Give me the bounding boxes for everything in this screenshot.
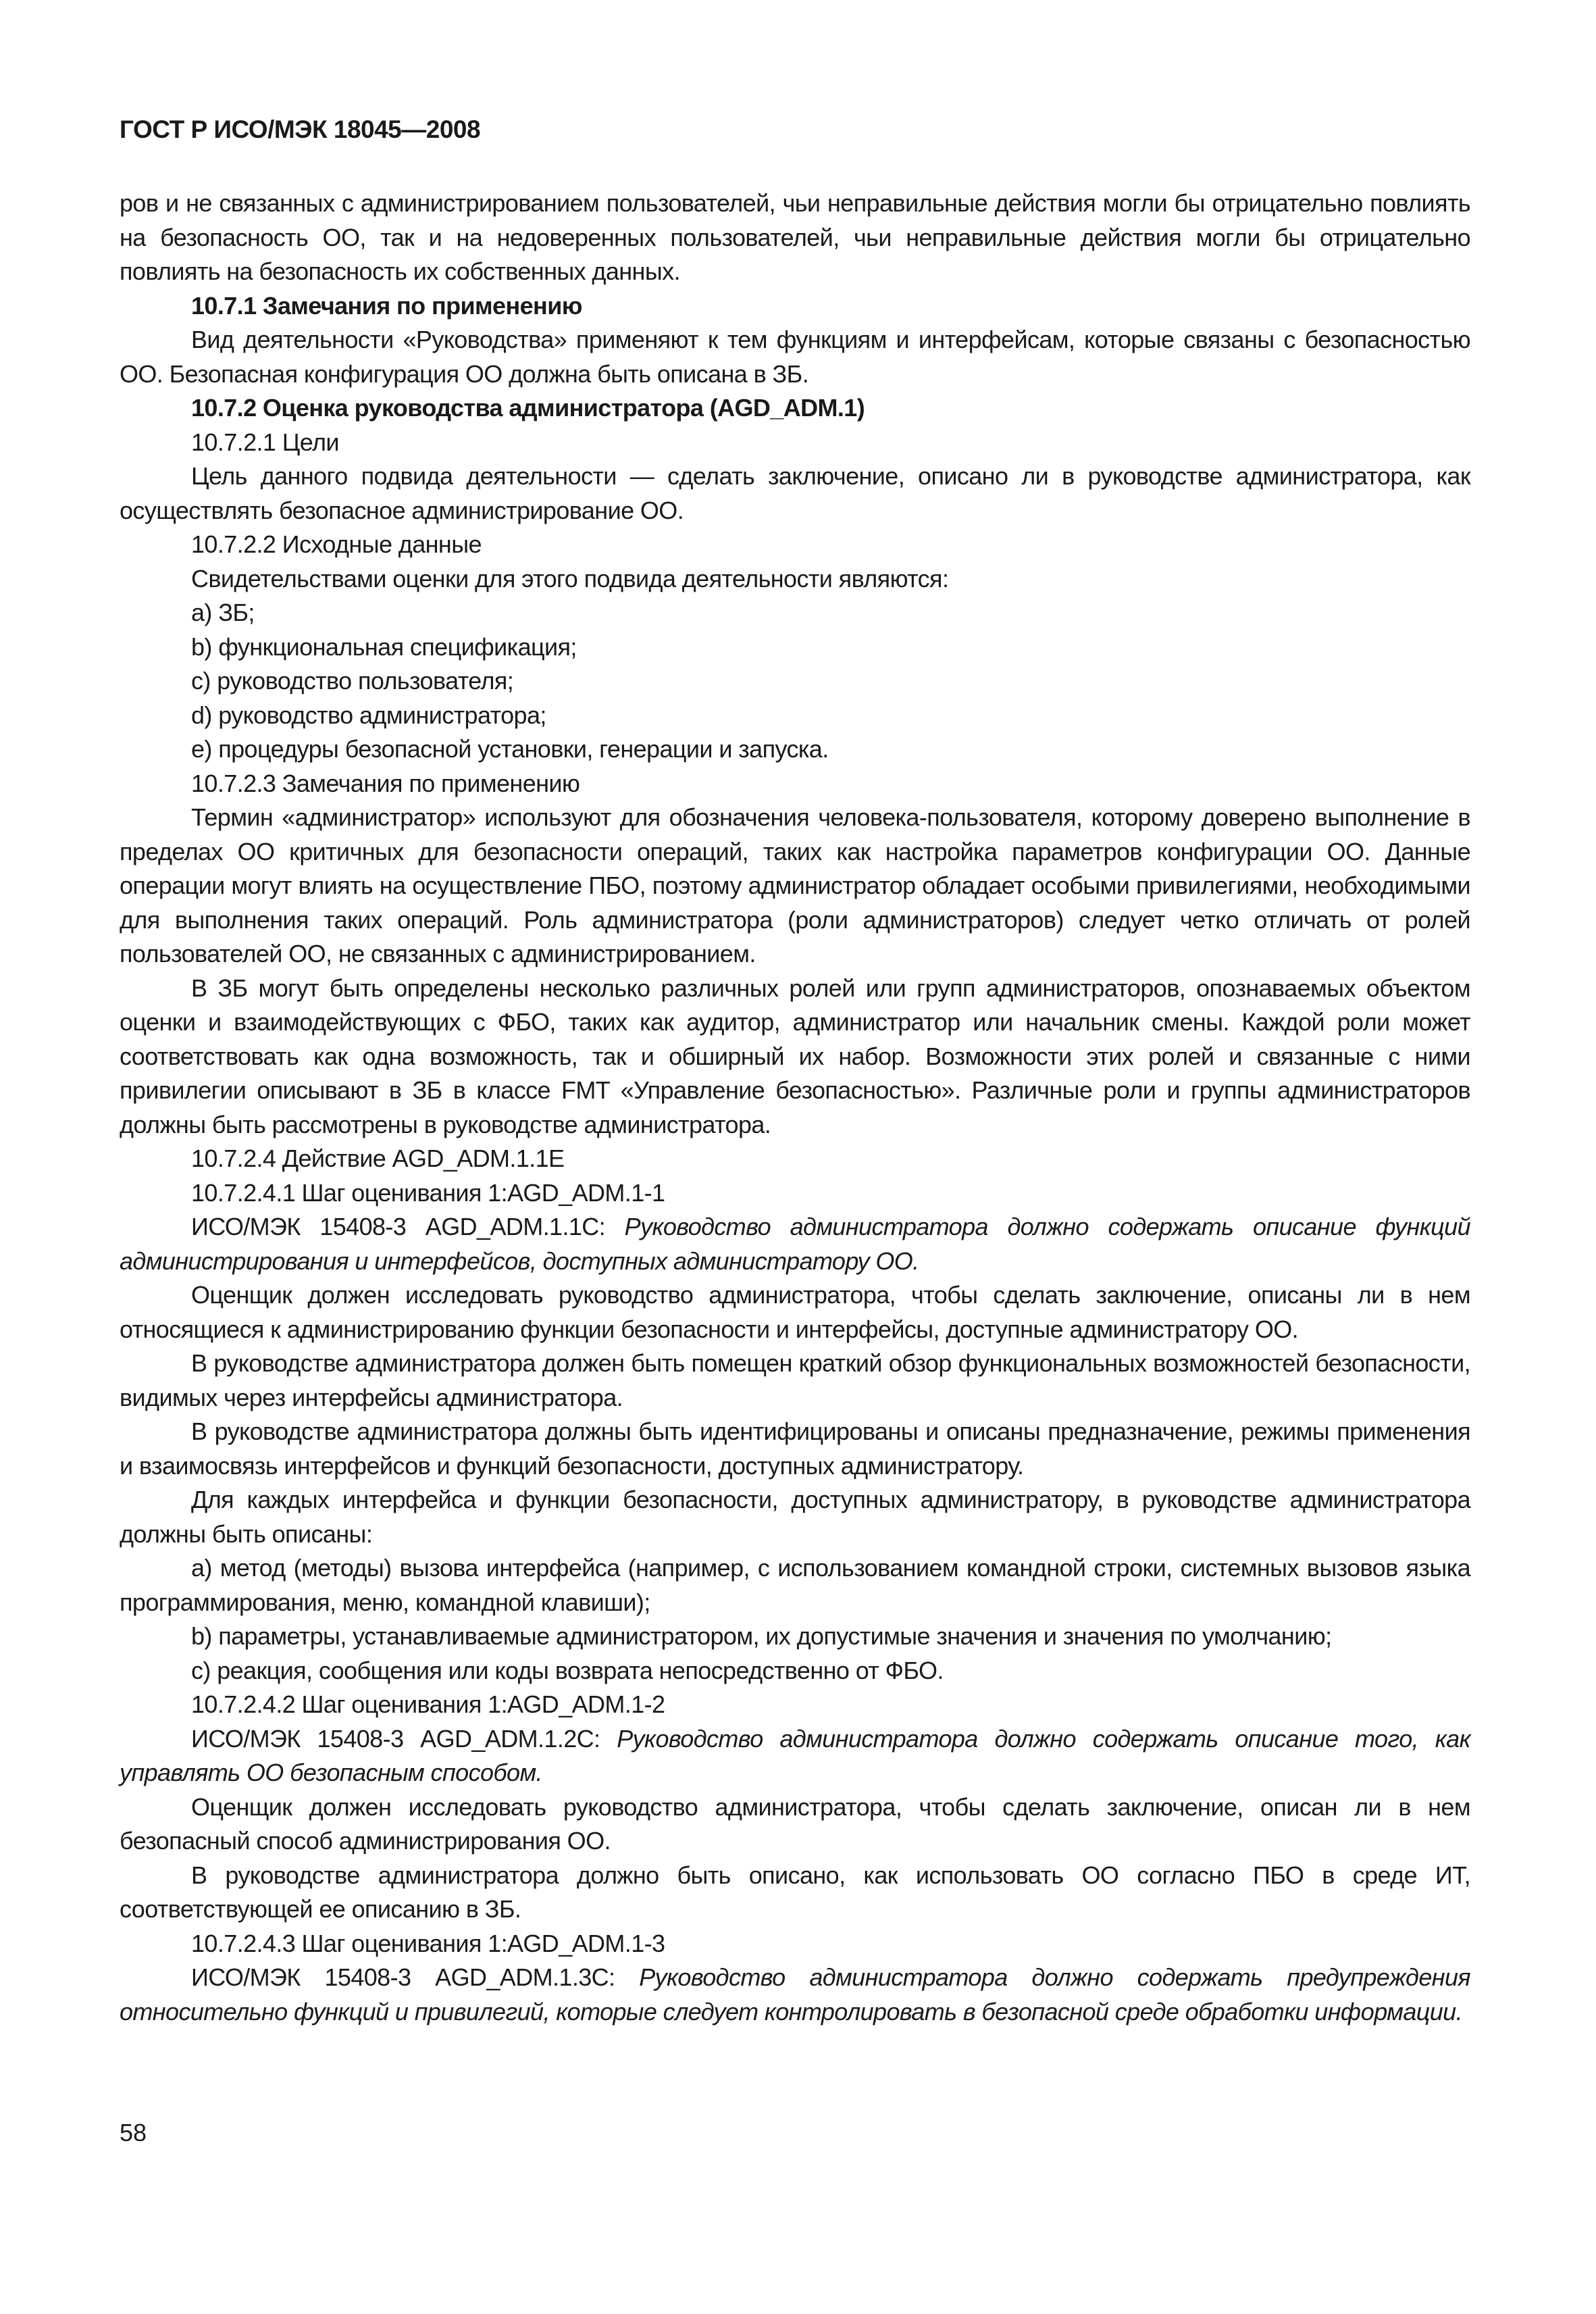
page-number: 58	[120, 2119, 147, 2146]
list-item: c) реакция, сообщения или коды возврата непосредственно от ФБО.	[191, 1656, 944, 1684]
requirement-text: Руководство администратора должно содержать описание того, как управлять ОО безопасным способом.	[120, 1724, 1471, 1786]
document-page	[120, 114, 1470, 2029]
requirement-text: Руководство администратора должно содержать описание функций администрирования и интерфейсов, доступных администратору ОО.	[120, 1213, 1470, 1275]
paragraph: В ЗБ могут быть определены несколько различных ролей или групп администраторов, опознаваемых объектом оценки и взаимодействующих с ФБО, таких как аудитор, администратор или начальник смены. Каждой роли может соответствовать как одна возможность, так и обширный их набор. Возможности этих ролей и связанные с ними привилегии описывают в ЗБ в классе FMT «Управление безопасностью». Различные роли и группы администраторов должны быть рассмотрены в руководстве администратора.	[120, 974, 1470, 1138]
list-item: a) ЗБ;	[191, 599, 255, 626]
paragraph-continuation: ров и не связанных с администрированием пользователей, чьи неправильные действия могли бы отрицательно повлиять на безопасность ОО, так и на недоверенных пользователей, чьи неправильные действия могли бы отрицательно повлиять на безопасность их собственных данных.	[120, 189, 1470, 285]
requirement-reference: ИСО/МЭК 15408-3 AGD_ADM.1.2C:	[191, 1724, 617, 1753]
section-heading: 10.7.2 Оценка руководства администратора (AGD_ADM.1)	[191, 394, 865, 422]
subsection-heading: 10.7.2.3 Замечания по применению	[191, 769, 580, 797]
subsection-heading: 10.7.2.4.2 Шаг оценивания 1:AGD_ADM.1-2	[191, 1690, 665, 1718]
paragraph: В руководстве администратора должно быть описано, как использовать ОО согласно ПБО в среде ИТ, соответствующей ее описанию в ЗБ.	[120, 1861, 1470, 1923]
paragraph: В руководстве администратора должен быть помещен краткий обзор функциональных возможностей безопасности, видимых через интерфейсы администратора.	[120, 1349, 1470, 1411]
list-item: b) параметры, устанавливаемые администратором, их допустимые значения и значения по умолчанию;	[191, 1622, 1332, 1650]
paragraph: Свидетельствами оценки для этого подвида деятельности являются:	[191, 564, 949, 593]
document-body	[120, 186, 1470, 2029]
section-heading: 10.7.1 Замечания по применению	[191, 291, 582, 320]
paragraph: Цель данного подвида деятельности — сделать заключение, описано ли в руководстве администратора, как осуществлять безопасное администрирование ОО.	[120, 462, 1470, 524]
requirement-reference: ИСО/МЭК 15408-3 AGD_ADM.1.1C:	[191, 1213, 625, 1240]
subsection-heading: 10.7.2.2 Исходные данные	[191, 530, 482, 558]
list-item: c) руководство пользователя;	[191, 667, 514, 695]
subsection-heading: 10.7.2.4.1 Шаг оценивания 1:AGD_ADM.1-1	[191, 1178, 665, 1207]
requirement-paragraph	[120, 1210, 1470, 1278]
subsection-heading: 10.7.2.4.3 Шаг оценивания 1:AGD_ADM.1-3	[191, 1929, 665, 1957]
paragraph: Термин «администратор» используют для обозначения человека-пользователя, которому доверено выполнение в пределах ОО критичных для безопасности операций, таких как настройка параметров конфигурации ОО. Данные операции могут влиять на осуществление ПБО, поэтому администратор обладает особыми привилегиями, необходимыми для выполнения таких операций. Роль администратора (роли администраторов) следует четко отличать от ролей пользователей ОО, не связанных с администрированием.	[120, 803, 1470, 967]
paragraph: Оценщик должен исследовать руководство администратора, чтобы сделать заключение, описан ли в нем безопасный способ администрирования ОО.	[120, 1792, 1470, 1855]
subsection-heading: 10.7.2.4 Действие AGD_ADM.1.1E	[191, 1145, 565, 1172]
document-header: ГОСТ Р ИСО/МЭК 18045—2008	[120, 116, 481, 143]
list-item: a) метод (методы) вызова интерфейса (например, с использованием командной строки, системных вызовов языка программирования, меню, командной клавиши);	[120, 1554, 1470, 1616]
subsection-heading: 10.7.2.1 Цели	[191, 428, 339, 456]
paragraph: Оценщик должен исследовать руководство администратора, чтобы сделать заключение, описаны ли в нем относящиеся к администрированию функции безопасности и интерфейсы, доступные администратору ОО.	[120, 1281, 1470, 1343]
requirement-paragraph	[120, 1722, 1470, 1790]
list-item: d) руководство администратора;	[191, 701, 546, 729]
list-item: e) процедуры безопасной установки, генерации и запуска.	[191, 735, 829, 763]
requirement-text: Руководство администратора должно содержать предупреждения относительно функций и привилегий, которые следует контролировать в безопасной среде обработки информации.	[120, 1963, 1471, 2026]
paragraph: Для каждых интерфейса и функции безопасности, доступных администратору, в руководстве администратора должны быть описаны:	[120, 1486, 1470, 1548]
requirement-paragraph	[120, 1961, 1470, 2029]
requirement-reference: ИСО/МЭК 15408-3 AGD_ADM.1.3C:	[191, 1963, 640, 1991]
list-item: b) функциональная спецификация;	[191, 632, 577, 661]
paragraph: Вид деятельности «Руководства» применяют к тем функциям и интерфейсам, которые связаны с безопасностью ОО. Безопасная конфигурация ОО должна быть описана в ЗБ.	[120, 326, 1470, 388]
paragraph: В руководстве администратора должны быть идентифицированы и описаны предназначение, режимы применения и взаимосвязь интерфейсов и функций безопасности, доступных администратору.	[120, 1417, 1470, 1480]
